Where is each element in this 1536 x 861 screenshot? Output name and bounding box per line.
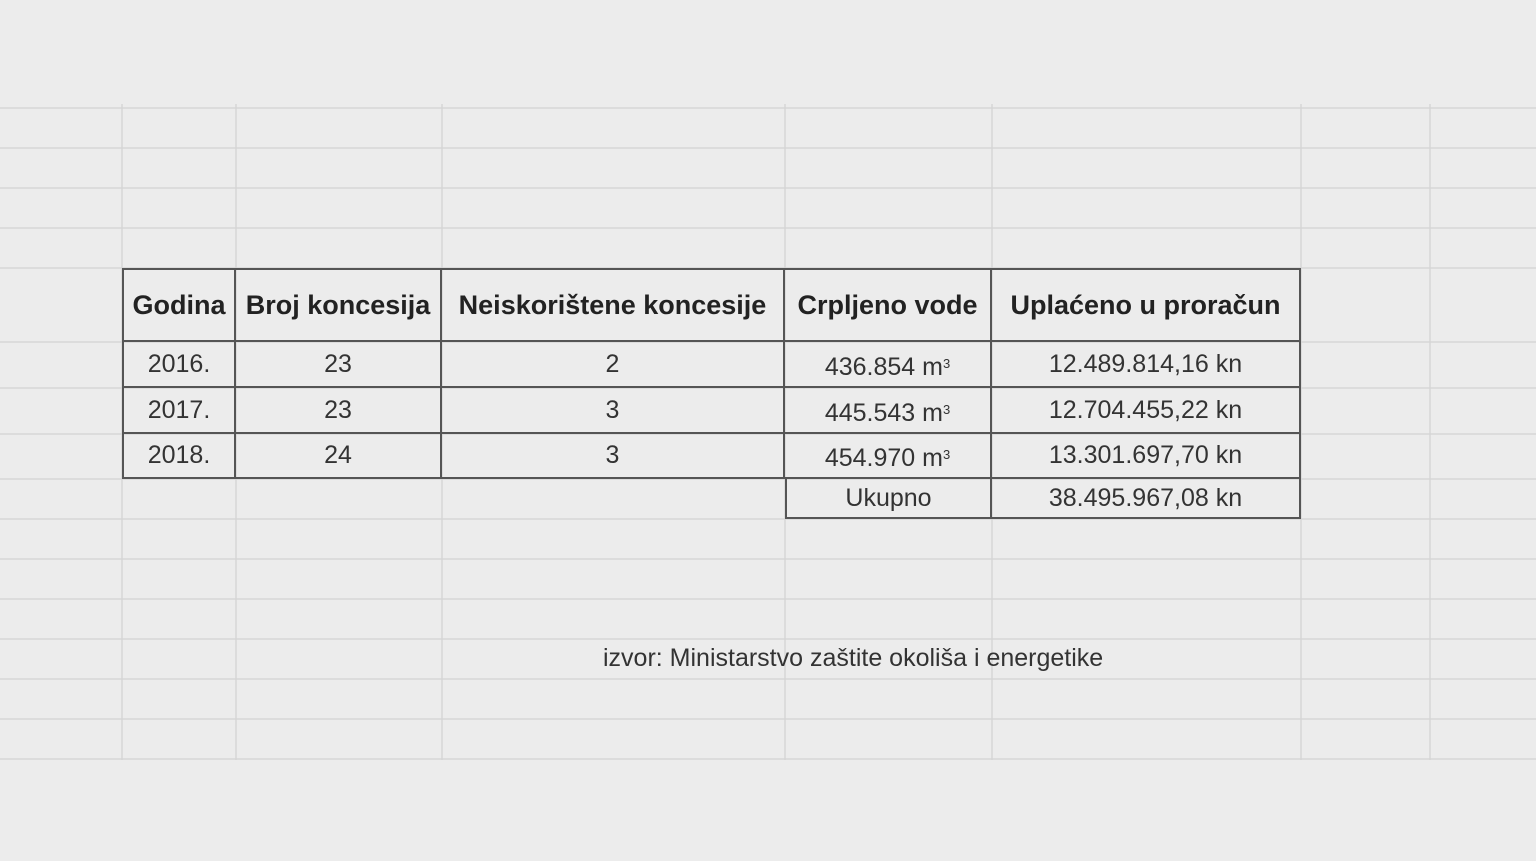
cell-neiskoristene-koncesije[interactable]: 2 bbox=[442, 342, 785, 388]
header-uplaceno-u-proracun[interactable]: Uplaćeno u proračun bbox=[992, 268, 1301, 342]
cell-godina[interactable]: 2016. bbox=[122, 342, 236, 388]
cell-broj-koncesija[interactable]: 24 bbox=[236, 434, 442, 479]
cell-godina[interactable]: 2018. bbox=[122, 434, 236, 479]
cell-uplaceno[interactable]: 12.489.814,16 kn bbox=[992, 342, 1301, 388]
header-crpljeno-vode[interactable]: Crpljeno vode bbox=[785, 268, 992, 342]
cell-crpljeno-value: 454.970 m bbox=[824, 444, 943, 472]
cell-crpljeno-value: 445.543 m bbox=[824, 398, 943, 427]
cell-crpljeno-vode[interactable] bbox=[785, 388, 992, 434]
cell-crpljeno-vode[interactable] bbox=[785, 434, 992, 479]
unit-superscript: 3 bbox=[942, 355, 951, 371]
cell-uplaceno[interactable]: 13.301.697,70 kn bbox=[992, 434, 1301, 479]
cell-broj-koncesija[interactable]: 23 bbox=[236, 342, 442, 388]
header-neiskoristene-koncesije[interactable]: Neiskorištene koncesije bbox=[442, 268, 785, 342]
cell-crpljeno-value: 436.854 m bbox=[824, 352, 943, 381]
unit-superscript: 3 bbox=[942, 401, 951, 417]
header-godina[interactable]: Godina bbox=[122, 268, 236, 342]
cell-uplaceno[interactable]: 12.704.455,22 kn bbox=[992, 388, 1301, 434]
header-broj-koncesija[interactable]: Broj koncesija bbox=[236, 268, 442, 342]
cell-broj-koncesija[interactable]: 23 bbox=[236, 388, 442, 434]
total-label-cell[interactable]: Ukupno bbox=[785, 479, 992, 519]
cell-neiskoristene-koncesije[interactable]: 3 bbox=[442, 434, 785, 479]
unit-superscript: 3 bbox=[942, 447, 951, 462]
cell-crpljeno-vode[interactable] bbox=[785, 342, 992, 388]
cell-neiskoristene-koncesije[interactable]: 3 bbox=[442, 388, 785, 434]
total-value-cell[interactable]: 38.495.967,08 kn bbox=[992, 479, 1301, 519]
source-note[interactable]: izvor: Ministarstvo zaštite okoliša i energetike bbox=[603, 644, 1104, 672]
cell-godina[interactable]: 2017. bbox=[122, 388, 236, 434]
